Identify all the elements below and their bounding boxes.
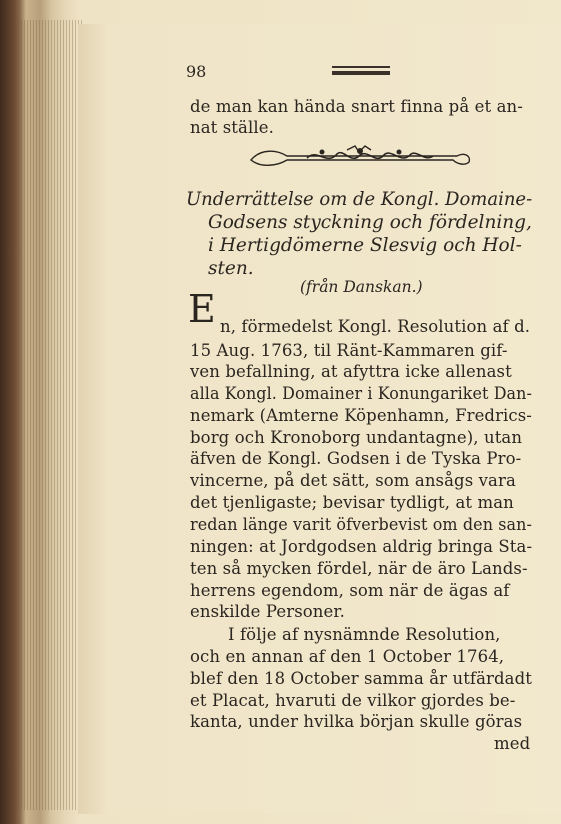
drop-cap: E bbox=[188, 287, 216, 331]
text-line: enskilde Personer. bbox=[190, 602, 345, 621]
ornament-divider bbox=[247, 140, 475, 170]
text-line: de man kan hända snart finna på et an- bbox=[190, 97, 523, 116]
text-line: n, förmedelst Kongl. Resolution af d. bbox=[220, 317, 531, 336]
text-line: blef den 18 October samma år utfärdadt bbox=[190, 669, 532, 688]
header-rule bbox=[332, 71, 390, 75]
text-line: vincerne, på det sätt, som ansågs vara bbox=[190, 471, 516, 490]
text-line: borg och Kronoborg undantagne), utan bbox=[190, 428, 523, 447]
page-edges bbox=[18, 20, 84, 810]
text-line: äfven de Kongl. Godsen i de Tyska Pro- bbox=[190, 449, 522, 468]
text-line: herrens egendom, som när de ägas af bbox=[190, 581, 510, 600]
source-line: (från Danskan.) bbox=[300, 278, 423, 296]
text-line: ven befallning, at afyttra icke allenast bbox=[190, 362, 512, 381]
title-line: Underrättelse om de Kongl. Domaine- bbox=[186, 189, 533, 210]
catchword: med bbox=[494, 734, 531, 753]
text-line: och en annan af den 1 October 1764, bbox=[190, 647, 505, 666]
text-line: I följe af nysnämnde Resolution, bbox=[228, 625, 501, 644]
header-rule-thin bbox=[332, 66, 390, 68]
page-number: 98 bbox=[186, 62, 207, 81]
text-line: nemark (Amterne Köpenhamn, Fredrics- bbox=[190, 406, 532, 425]
text-line: redan länge varit öfverbevist om den san- bbox=[190, 515, 533, 534]
text-line: alla Kongl. Domainer i Konungariket Dan- bbox=[190, 384, 532, 403]
text-line: det tjenligaste; bevisar tydligt, at man bbox=[190, 493, 514, 512]
title-line: i Hertigdömerne Slesvig och Hol- bbox=[208, 235, 522, 256]
text-line: et Placat, hvaruti de vilkor gjordes be- bbox=[190, 691, 516, 710]
text-line: nat ställe. bbox=[190, 118, 274, 137]
title-line: sten. bbox=[208, 258, 254, 279]
text-line: 15 Aug. 1763, til Ränt-Kammaren gif- bbox=[190, 341, 508, 360]
text-line: ten så mycken fördel, när de äro Lands- bbox=[190, 559, 528, 578]
title-line: Godsens styckning och fördelning, bbox=[208, 212, 532, 233]
text-line: kanta, under hvilka början skulle göras bbox=[190, 712, 523, 731]
text-line: ningen: at Jordgodsen aldrig bringa Sta- bbox=[190, 537, 533, 556]
